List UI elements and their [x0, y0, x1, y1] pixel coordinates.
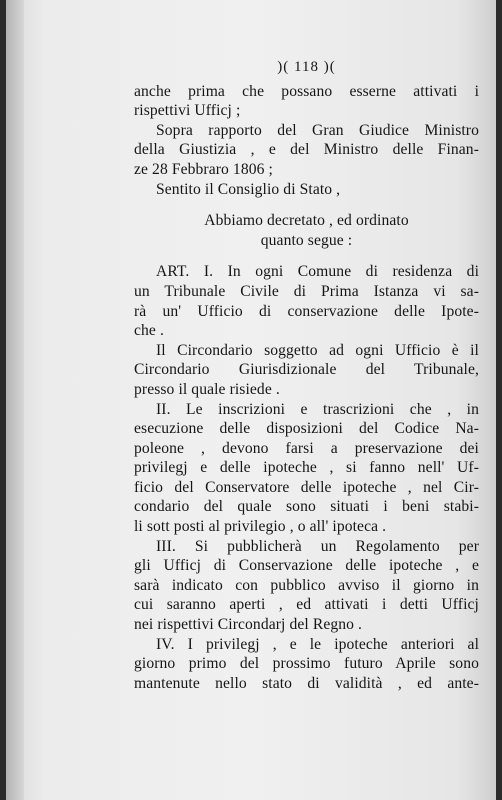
- paragraph-gap: [134, 199, 479, 211]
- text-line: rispettivi Ufficj ;: [134, 102, 241, 120]
- text-line: III. Si pubblicherà un Regolamento per: [156, 537, 479, 555]
- text-line: condario del quale sono situati i beni stabi-: [134, 498, 479, 516]
- text-line: II. Le inscrizioni e trascrizioni che , in: [156, 400, 479, 418]
- book-page: [6, 0, 496, 800]
- text-line: mantenute nello stato di validità , ed ante-: [134, 674, 479, 692]
- text-line: li sott posti al privilegio , o all' ipoteca .: [134, 518, 387, 536]
- text-line: un Tribunale Civile di Prima Istanza vi sa-: [134, 282, 479, 300]
- body-lines: [134, 82, 479, 694]
- text-line: privilegj e delle ipoteche , si fanno nell' Uf-: [134, 459, 479, 477]
- text-line: rà un' Ufficio di conservazione delle Ipote-: [134, 302, 479, 320]
- text-line: ze 28 Febbraro 1806 ;: [134, 160, 273, 178]
- text-line: Circondario Giurisdizionale del Tribunale,: [134, 361, 479, 379]
- text-line: esecuzione delle disposizioni del Codice Na-: [134, 420, 479, 438]
- text-line: presso il quale risiede .: [134, 380, 280, 398]
- text-line: che .: [134, 322, 164, 340]
- text-line: Sentito il Consiglio di Stato ,: [156, 180, 341, 198]
- text-line: cui saranno aperti , ed attivati i detti Ufficj: [134, 596, 479, 614]
- text-line: Il Circondario soggetto ad ogni Ufficio è il: [156, 341, 479, 359]
- page-number: )( 118 )(: [277, 59, 336, 75]
- text-line: gli Ufficj di Conservazione delle ipoteche , e: [134, 557, 479, 575]
- page-spine-shadow: [6, 0, 24, 800]
- text-line: sarà indicato con pubblico avviso il giorno in: [134, 576, 479, 594]
- text-line: ART. I. In ogni Comune di residenza di: [156, 263, 479, 281]
- text-line: quanto segue :: [260, 231, 353, 249]
- text-line: ficio del Conservatore delle ipoteche , nel Cir-: [134, 478, 479, 496]
- text-line: Abbiamo decretato , ed ordinato: [204, 212, 409, 230]
- text-line: anche prima che possano esserne attivati i: [134, 82, 479, 100]
- text-line: nei rispettivi Circondarj del Regno .: [134, 616, 363, 634]
- text-line: della Giustizia , e del Ministro delle Finan-: [134, 141, 479, 159]
- paragraph-gap: [134, 250, 479, 262]
- text-line: poleone , devono farsi a preservazione dei: [134, 439, 479, 457]
- text-line: giorno primo del prossimo futuro Aprile sono: [134, 655, 479, 673]
- text-line: IV. I privilegj , e le ipoteche anteriori al: [156, 635, 479, 653]
- text-line: Sopra rapporto del Gran Giudice Ministro: [156, 121, 479, 139]
- page-text-block: [134, 58, 479, 693]
